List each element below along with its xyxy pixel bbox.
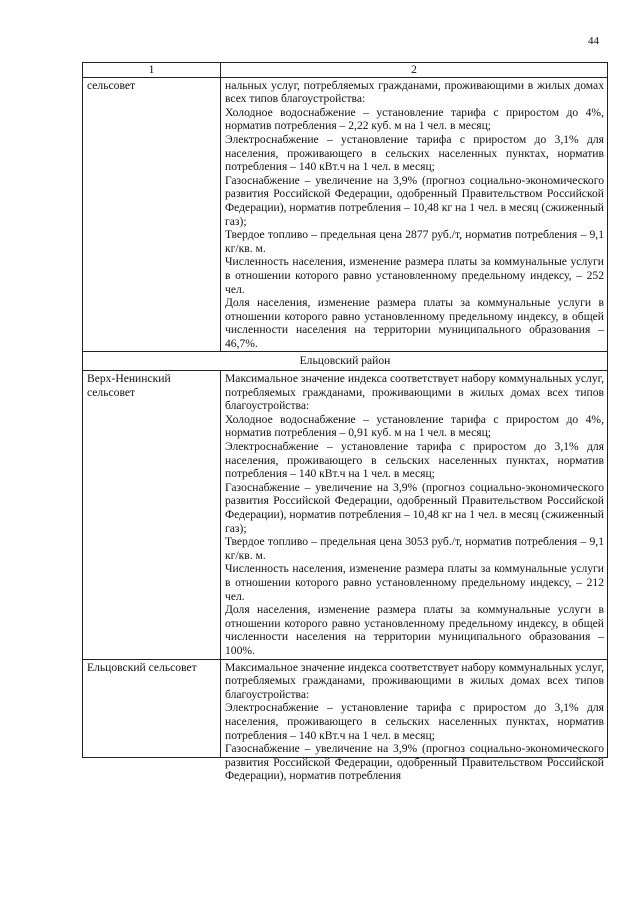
table-row	[83, 371, 608, 659]
description-paragraph: Численность населения, изменение размера платы за коммунальные услуги в отношении которого равно установленному предельному индексу, – 212 чел.	[225, 562, 604, 603]
description-paragraph: Газоснабжение – увеличение на 3,9% (прогноз социально-экономического развития Российской Федерации, одобренный Правительством Российской Федерации), норматив потребления – 10,48 кг на 1 чел. в месяц (сжиженный газ);	[225, 480, 604, 535]
column-header-1: 1	[83, 63, 221, 78]
tariff-table	[82, 62, 608, 783]
page-number: 44	[588, 35, 599, 47]
description-paragraph: Газоснабжение – увеличение на 3,9% (прогноз социально-экономического развития Российской Федерации, одобренный Правительством Российской Федерации), норматив потребления	[225, 742, 604, 783]
table-row	[83, 77, 608, 352]
description-paragraph: Твердое топливо – предельная цена 2877 руб./т, норматив потребления – 9,1 кг/кв. м.	[225, 228, 604, 255]
table-row	[83, 659, 608, 757]
description-paragraph: Доля населения, изменение размера платы за коммунальные услуги в отношении которого равно установленному предельному индексу, в общей численности населения на территории муниципального образования – 46,7%.	[225, 296, 604, 350]
column-header-row	[83, 63, 608, 78]
column-header-2: 2	[221, 63, 608, 78]
description-paragraph: Электроснабжение – установление тарифа с приростом до 3,1% для населения, проживающего в сельских населенных пунктах, норматив потребления – 140 кВт.ч на 1 чел. в месяц;	[225, 701, 604, 742]
description-paragraph: Максимальное значение индекса соответствует набору коммунальных услуг, потребляемых гражданами, проживающими в жилых домах всех типов благоустройства:	[225, 660, 604, 701]
settlement-name: сельсовет	[83, 77, 221, 352]
tariff-description	[221, 659, 608, 783]
region-header-row	[83, 352, 608, 371]
tariff-description	[221, 77, 608, 352]
description-paragraph: Численность населения, изменение размера платы за коммунальные услуги в отношении которого равно установленному предельному индексу, – 252 чел.	[225, 255, 604, 296]
description-paragraph: Холодное водоснабжение – установление тарифа с приростом до 4%, норматив потребления – 0,91 куб. м на 1 чел. в месяц;	[225, 412, 604, 440]
settlement-name: Ельцовский сельсовет	[83, 659, 221, 757]
description-paragraph: Доля населения, изменение размера платы за коммунальные услуги в отношении которого равно установленному предельному индексу, в общей численности населения на территории муниципального образования – 100%.	[225, 603, 604, 657]
description-paragraph: Холодное водоснабжение – установление тарифа с приростом до 4%, норматив потребления – 2,22 куб. м на 1 чел. в месяц;	[225, 105, 604, 133]
description-paragraph: Твердое топливо – предельная цена 3053 руб./т, норматив потребления – 9,1 кг/кв. м.	[225, 535, 604, 562]
description-paragraph: нальных услуг, потребляемых гражданами, проживающими в жилых домах всех типов благоустройства:	[225, 78, 604, 106]
settlement-name: Верх-Ненинский сельсовет	[83, 371, 221, 659]
tariff-description	[221, 371, 608, 659]
description-paragraph: Электроснабжение – установление тарифа с приростом до 3,1% для населения, проживающего в сельских населенных пунктах, норматив потребления – 140 кВт.ч на 1 чел. в месяц;	[225, 132, 604, 174]
description-paragraph: Максимальное значение индекса соответствует набору коммунальных услуг, потребляемых гражданами, проживающими в жилых домах всех типов благоустройства:	[225, 372, 604, 413]
description-paragraph: Электроснабжение – установление тарифа с приростом до 3,1% для населения, проживающего в сельских населенных пунктах, норматив потребления – 140 кВт.ч на 1 чел. в месяц;	[225, 440, 604, 481]
region-title: Ельцовский район	[83, 352, 608, 371]
description-paragraph: Газоснабжение – увеличение на 3,9% (прогноз социально-экономического развития Российской Федерации, одобренный Правительством Российской Федерации), норматив потребления – 10,48 кг на 1 чел. в месяц (сжиженный газ);	[225, 173, 604, 228]
